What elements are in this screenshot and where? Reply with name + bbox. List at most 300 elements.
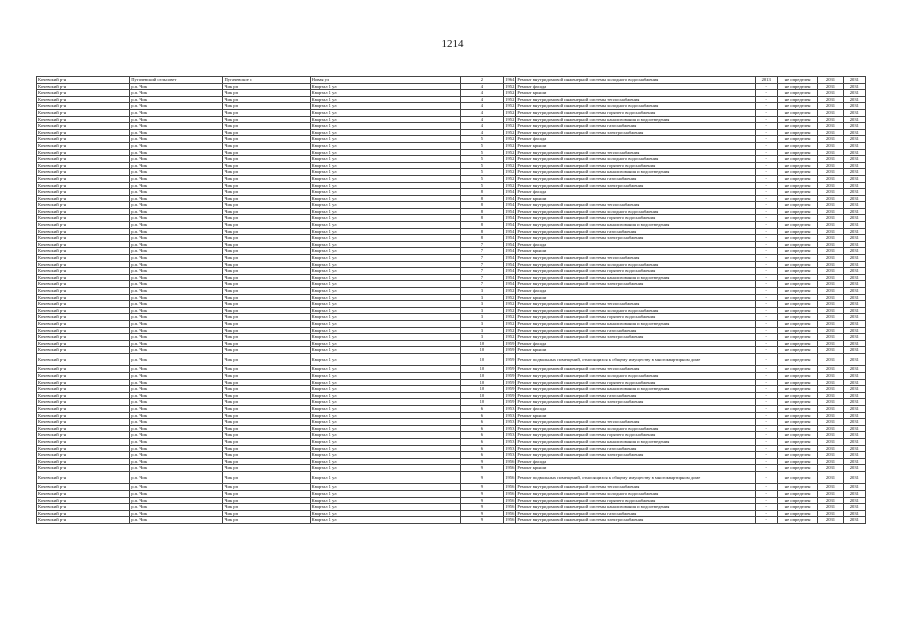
- table-row: [37, 248, 866, 255]
- cell-street: Квартал 1 ул: [310, 103, 460, 110]
- cell-district: Кочевский р-н: [37, 241, 130, 248]
- cell-district: Кочевский р-н: [37, 419, 130, 426]
- cell-cost: не определен: [777, 320, 818, 327]
- cell-cost: не определен: [777, 484, 818, 491]
- cell-to: 2031: [843, 471, 865, 484]
- cell-done: -: [755, 386, 777, 393]
- cell-district: Кочевский р-н: [37, 248, 130, 255]
- cell-settlement: р.п. Чик: [130, 320, 223, 327]
- cell-from: 2031: [818, 228, 843, 235]
- cell-district: Кочевский р-н: [37, 129, 130, 136]
- cell-from: 2031: [818, 484, 843, 491]
- table-row: [37, 386, 866, 393]
- cell-from: 2031: [818, 347, 843, 354]
- cell-work: Ремонт крыши: [516, 294, 755, 301]
- cell-house: 4: [460, 90, 504, 97]
- cell-settlement: р.п. Чик: [130, 334, 223, 341]
- cell-cost: не определен: [777, 274, 818, 281]
- cell-district: Кочевский р-н: [37, 169, 130, 176]
- cell-cost: не определен: [777, 175, 818, 182]
- table-row: [37, 314, 866, 321]
- cell-done: -: [755, 90, 777, 97]
- cell-cost: не определен: [777, 445, 818, 452]
- cell-from: 2031: [818, 195, 843, 202]
- cell-year: 1952: [505, 175, 515, 181]
- cell-done: -: [755, 215, 777, 222]
- table-row: [37, 241, 866, 248]
- cell-settlement: р.п. Чик: [130, 419, 223, 426]
- cell-from: 2031: [818, 465, 843, 472]
- cell-work: Ремонт фасада: [516, 458, 755, 465]
- table-row: [37, 149, 866, 156]
- cell-district: Кочевский р-н: [37, 294, 130, 301]
- cell-street: Квартал 1 ул: [310, 307, 460, 314]
- cell-locality: Чик рп: [223, 452, 310, 459]
- cell-to: 2031: [843, 235, 865, 242]
- cell-settlement: р.п. Чик: [130, 235, 223, 242]
- cell-year: 1952: [505, 109, 515, 115]
- cell-cost: не определен: [777, 255, 818, 262]
- cell-to: 2031: [843, 156, 865, 163]
- table-row: [37, 497, 866, 504]
- cell-settlement: р.п. Чик: [130, 340, 223, 347]
- cell-work: Ремонт фасада: [516, 241, 755, 248]
- cell-from: 2031: [818, 432, 843, 439]
- cell-done: -: [755, 458, 777, 465]
- cell-work: Ремонт внутридомовой инженерной системы горячего водоснабжения: [516, 432, 755, 439]
- cell-locality: Чик рп: [223, 235, 310, 242]
- cell-from: 2031: [818, 438, 843, 445]
- cell-year: 1953: [505, 452, 515, 458]
- cell-cost: не определен: [777, 215, 818, 222]
- cell-done: -: [755, 123, 777, 130]
- cell-settlement: р.п. Чик: [130, 288, 223, 295]
- cell-work: Ремонт внутридомовой инженерной системы электроснабжения: [516, 517, 755, 524]
- cell-district: Кочевский р-н: [37, 136, 130, 143]
- cell-street: Квартал 1 ул: [310, 182, 460, 189]
- cell-house: 7: [460, 255, 504, 262]
- cell-settlement: р.п. Чик: [130, 261, 223, 268]
- cell-district: Кочевский р-н: [37, 156, 130, 163]
- cell-house: 6: [460, 425, 504, 432]
- cell-settlement: р.п. Чик: [130, 452, 223, 459]
- cell-cost: не определен: [777, 347, 818, 354]
- cell-settlement: р.п. Чик: [130, 103, 223, 110]
- cell-from: 2031: [818, 399, 843, 406]
- cell-to: 2031: [843, 465, 865, 472]
- cell-year: 1964: [505, 77, 515, 82]
- cell-work: Ремонт внутридомовой инженерной системы электроснабжения: [516, 235, 755, 242]
- cell-work: Ремонт внутридомовой инженерной системы холодного водоснабжения: [516, 77, 755, 84]
- cell-street: Квартал 1 ул: [310, 379, 460, 386]
- cell-cost: не определен: [777, 373, 818, 380]
- cell-cost: не определен: [777, 241, 818, 248]
- cell-from: 2031: [818, 517, 843, 524]
- cell-locality: Чик рп: [223, 195, 310, 202]
- cell-district: Кочевский р-н: [37, 83, 130, 90]
- cell-to: 2031: [843, 497, 865, 504]
- cell-year: 1952: [505, 314, 515, 320]
- cell-year: 1952: [505, 327, 515, 333]
- cell-year: 1952: [505, 162, 515, 168]
- cell-to: 2031: [843, 419, 865, 426]
- cell-from: 2031: [818, 314, 843, 321]
- cell-street: Квартал 1 ул: [310, 327, 460, 334]
- cell-to: 2031: [843, 215, 865, 222]
- cell-house: 5: [460, 149, 504, 156]
- table-row: [37, 123, 866, 130]
- table-row: [37, 320, 866, 327]
- cell-locality: Чик рп: [223, 281, 310, 288]
- cell-to: 2031: [843, 222, 865, 229]
- cell-to: 2031: [843, 452, 865, 459]
- cell-district: Кочевский р-н: [37, 432, 130, 439]
- cell-locality: Чик рп: [223, 406, 310, 413]
- cell-done: -: [755, 406, 777, 413]
- cell-done: -: [755, 149, 777, 156]
- cell-house: 5: [460, 175, 504, 182]
- register-table: [36, 76, 866, 524]
- cell-street: Квартал 1 ул: [310, 169, 460, 176]
- page-number: 1214: [441, 38, 464, 50]
- cell-cost: не определен: [777, 202, 818, 209]
- cell-settlement: р.п. Чик: [130, 208, 223, 215]
- cell-street: Квартал 1 ул: [310, 208, 460, 215]
- cell-locality: Чик рп: [223, 366, 310, 373]
- cell-settlement: р.п. Чик: [130, 222, 223, 229]
- cell-to: 2031: [843, 445, 865, 452]
- cell-house: 10: [460, 386, 504, 393]
- cell-cost: не определен: [777, 334, 818, 341]
- cell-from: 2031: [818, 281, 843, 288]
- cell-locality: Чик рп: [223, 202, 310, 209]
- cell-house: 9: [460, 465, 504, 472]
- cell-house: 6: [460, 432, 504, 439]
- cell-cost: не определен: [777, 432, 818, 439]
- cell-year: 1952: [505, 156, 515, 162]
- cell-year: 1954: [505, 235, 515, 241]
- cell-to: 2031: [843, 314, 865, 321]
- cell-from: 2031: [818, 189, 843, 196]
- cell-done: -: [755, 268, 777, 275]
- cell-street: Квартал 1 ул: [310, 294, 460, 301]
- cell-done: -: [755, 195, 777, 202]
- cell-done: -: [755, 373, 777, 380]
- cell-done: -: [755, 419, 777, 426]
- cell-house: 10: [460, 373, 504, 380]
- cell-locality: Чик рп: [223, 255, 310, 262]
- cell-year: 1959: [505, 373, 515, 379]
- cell-work: Ремонт внутридомовой инженерной системы канализования и водоотведения: [516, 438, 755, 445]
- cell-from: 2031: [818, 96, 843, 103]
- cell-district: Кочевский р-н: [37, 379, 130, 386]
- cell-house: 3: [460, 314, 504, 321]
- cell-work: Ремонт внутридомовой инженерной системы теплоснабжения: [516, 419, 755, 426]
- cell-from: 2031: [818, 136, 843, 143]
- cell-house: 7: [460, 241, 504, 248]
- cell-street: Квартал 1 ул: [310, 142, 460, 149]
- cell-from: 2031: [818, 142, 843, 149]
- cell-to: 2031: [843, 340, 865, 347]
- cell-settlement: р.п. Чик: [130, 156, 223, 163]
- cell-house: 8: [460, 202, 504, 209]
- cell-done: -: [755, 156, 777, 163]
- cell-from: 2031: [818, 366, 843, 373]
- cell-cost: не определен: [777, 497, 818, 504]
- cell-district: Кочевский р-н: [37, 288, 130, 295]
- cell-cost: не определен: [777, 465, 818, 472]
- cell-year: 1952: [505, 301, 515, 307]
- cell-from: 2031: [818, 406, 843, 413]
- cell-year: 1956: [504, 471, 516, 484]
- cell-year: 1956: [505, 497, 515, 503]
- cell-settlement: р.п. Чик: [130, 458, 223, 465]
- cell-settlement: р.п. Чик: [130, 90, 223, 97]
- cell-street: Квартал 1 ул: [310, 484, 460, 491]
- cell-district: Кочевский р-н: [37, 228, 130, 235]
- cell-year: 1952: [505, 90, 515, 96]
- table-row: [37, 235, 866, 242]
- cell-district: Кочевский р-н: [37, 90, 130, 97]
- table-row: [37, 340, 866, 347]
- table-row: [37, 103, 866, 110]
- table-row: [37, 169, 866, 176]
- cell-cost: не определен: [777, 288, 818, 295]
- cell-street: Квартал 1 ул: [310, 215, 460, 222]
- cell-street: Квартал 1 ул: [310, 116, 460, 123]
- cell-street: Квартал 1 ул: [310, 288, 460, 295]
- cell-to: 2031: [843, 432, 865, 439]
- cell-house: 9: [460, 484, 504, 491]
- cell-street: Квартал 1 ул: [310, 340, 460, 347]
- cell-locality: Чик рп: [223, 96, 310, 103]
- cell-district: Кочевский р-н: [37, 491, 130, 498]
- cell-to: 2031: [843, 510, 865, 517]
- cell-district: Кочевский р-н: [37, 222, 130, 229]
- cell-cost: не определен: [777, 294, 818, 301]
- cell-settlement: р.п. Чик: [130, 241, 223, 248]
- cell-locality: Чик рп: [223, 432, 310, 439]
- cell-street: Квартал 1 ул: [310, 268, 460, 275]
- cell-year: 1954: [505, 222, 515, 228]
- cell-cost: не определен: [777, 109, 818, 116]
- cell-year: 1952: [505, 149, 515, 155]
- cell-done: -: [755, 162, 777, 169]
- table-row: [37, 353, 866, 366]
- cell-street: Квартал 1 ул: [310, 497, 460, 504]
- cell-house: 10: [460, 366, 504, 373]
- cell-from: 2031: [818, 327, 843, 334]
- cell-settlement: р.п. Чик: [130, 123, 223, 130]
- cell-settlement: р.п. Чик: [130, 465, 223, 472]
- cell-year: 1954: [505, 241, 515, 247]
- cell-locality: Чик рп: [223, 241, 310, 248]
- table-row: [37, 83, 866, 90]
- cell-district: Кочевский р-н: [37, 149, 130, 156]
- cell-year: 1954: [505, 261, 515, 267]
- cell-house: 3: [460, 288, 504, 295]
- cell-district: Кочевский р-н: [37, 189, 130, 196]
- cell-cost: не определен: [777, 517, 818, 524]
- cell-work: Ремонт фасада: [516, 83, 755, 90]
- cell-street: Квартал 1 ул: [310, 83, 460, 90]
- cell-settlement: р.п. Чик: [130, 497, 223, 504]
- cell-district: Кочевский р-н: [37, 96, 130, 103]
- cell-year: 1954: [505, 281, 515, 287]
- cell-work: Ремонт внутридомовой инженерной системы холодного водоснабжения: [516, 103, 755, 110]
- table-row: [37, 366, 866, 373]
- table-row: [37, 215, 866, 222]
- cell-district: Кочевский р-н: [37, 412, 130, 419]
- cell-cost: не определен: [777, 195, 818, 202]
- cell-house: 9: [460, 517, 504, 524]
- cell-cost: не определен: [777, 471, 818, 484]
- cell-done: -: [755, 445, 777, 452]
- cell-from: 2031: [818, 301, 843, 308]
- cell-street: Квартал 1 ул: [310, 255, 460, 262]
- table-row: [37, 261, 866, 268]
- cell-year: 1953: [505, 432, 515, 438]
- cell-street: Квартал 1 ул: [310, 156, 460, 163]
- cell-district: Кочевский р-н: [37, 347, 130, 354]
- table-row: [37, 471, 866, 484]
- cell-to: 2031: [843, 288, 865, 295]
- cell-settlement: р.п. Чик: [130, 83, 223, 90]
- cell-settlement: р.п. Чик: [130, 149, 223, 156]
- cell-work: Ремонт фасада: [516, 136, 755, 143]
- cell-locality: Чик рп: [223, 379, 310, 386]
- cell-done: -: [755, 392, 777, 399]
- cell-work: Ремонт внутридомовой инженерной системы теплоснабжения: [516, 255, 755, 262]
- cell-district: Кочевский р-н: [37, 182, 130, 189]
- cell-district: Кочевский р-н: [37, 458, 130, 465]
- cell-settlement: р.п. Чик: [130, 307, 223, 314]
- cell-from: 2031: [818, 340, 843, 347]
- table-row: [37, 425, 866, 432]
- cell-settlement: р.п. Чик: [130, 327, 223, 334]
- cell-work: Ремонт внутридомовой инженерной системы горячего водоснабжения: [516, 162, 755, 169]
- cell-district: Кочевский р-н: [37, 215, 130, 222]
- cell-settlement: р.п. Чик: [130, 399, 223, 406]
- cell-from: 2031: [818, 235, 843, 242]
- cell-to: 2031: [843, 129, 865, 136]
- cell-locality: Чик рп: [223, 334, 310, 341]
- cell-house: 9: [460, 504, 504, 511]
- cell-house: 5: [460, 169, 504, 176]
- cell-work: Ремонт внутридомовой инженерной системы канализования и водоотведения: [516, 504, 755, 511]
- cell-street: Квартал 1 ул: [310, 129, 460, 136]
- cell-to: 2031: [843, 334, 865, 341]
- cell-to: 2031: [843, 182, 865, 189]
- cell-year: 1956: [505, 504, 515, 510]
- cell-to: 2031: [843, 96, 865, 103]
- cell-year: 1952: [505, 334, 515, 340]
- cell-work: Ремонт внутридомовой инженерной системы газоснабжения: [516, 510, 755, 517]
- cell-to: 2031: [843, 458, 865, 465]
- cell-district: Кочевский р-н: [37, 109, 130, 116]
- cell-work: Ремонт внутридомовой инженерной системы электроснабжения: [516, 452, 755, 459]
- cell-settlement: р.п. Чик: [130, 136, 223, 143]
- cell-done: -: [755, 182, 777, 189]
- cell-street: Квартал 1 ул: [310, 248, 460, 255]
- cell-work: Ремонт внутридомовой инженерной системы теплоснабжения: [516, 202, 755, 209]
- cell-locality: Чик рп: [223, 504, 310, 511]
- table-row: [37, 504, 866, 511]
- cell-year: 1956: [505, 491, 515, 497]
- cell-street: Квартал 1 ул: [310, 202, 460, 209]
- table-row: [37, 458, 866, 465]
- cell-house: 3: [460, 327, 504, 334]
- cell-street: Квартал 1 ул: [310, 471, 460, 484]
- cell-settlement: р.п. Чик: [130, 425, 223, 432]
- cell-from: 2031: [818, 510, 843, 517]
- cell-house: 10: [460, 353, 504, 366]
- cell-locality: Чик рп: [223, 222, 310, 229]
- cell-street: Квартал 1 ул: [310, 425, 460, 432]
- cell-work: Ремонт внутридомовой инженерной системы горячего водоснабжения: [516, 109, 755, 116]
- cell-settlement: р.п. Чик: [130, 510, 223, 517]
- cell-locality: Чик рп: [223, 248, 310, 255]
- table-row: [37, 255, 866, 262]
- cell-work: Ремонт фасада: [516, 340, 755, 347]
- cell-work: Ремонт внутридомовой инженерной системы электроснабжения: [516, 129, 755, 136]
- cell-done: -: [755, 340, 777, 347]
- cell-from: 2031: [818, 255, 843, 262]
- cell-locality: Чик рп: [223, 438, 310, 445]
- table-row: [37, 96, 866, 103]
- cell-work: Ремонт внутридомовой инженерной системы холодного водоснабжения: [516, 307, 755, 314]
- cell-cost: не определен: [777, 142, 818, 149]
- cell-house: 3: [460, 301, 504, 308]
- cell-to: 2031: [843, 109, 865, 116]
- cell-locality: Чик рп: [223, 347, 310, 354]
- cell-locality: Чик рп: [223, 129, 310, 136]
- cell-locality: Чик рп: [223, 182, 310, 189]
- cell-cost: не определен: [777, 366, 818, 373]
- cell-work: Ремонт внутридомовой инженерной системы теплоснабжения: [516, 96, 755, 103]
- cell-done: -: [755, 399, 777, 406]
- cell-district: Кочевский р-н: [37, 406, 130, 413]
- cell-cost: не определен: [777, 123, 818, 130]
- cell-year: 1952: [505, 83, 515, 89]
- cell-street: Квартал 1 ул: [310, 373, 460, 380]
- cell-done: -: [755, 136, 777, 143]
- cell-street: Квартал 1 ул: [310, 334, 460, 341]
- cell-done: -: [755, 379, 777, 386]
- cell-district: Кочевский р-н: [37, 314, 130, 321]
- cell-to: 2031: [843, 281, 865, 288]
- cell-to: 2031: [843, 327, 865, 334]
- table-row: [37, 90, 866, 97]
- cell-street: Квартал 1 ул: [310, 347, 460, 354]
- cell-from: 2031: [818, 268, 843, 275]
- cell-house: 9: [460, 491, 504, 498]
- cell-locality: Чик рп: [223, 510, 310, 517]
- cell-from: 2031: [818, 123, 843, 130]
- cell-house: 5: [460, 182, 504, 189]
- cell-from: 2031: [818, 504, 843, 511]
- table-row: [37, 465, 866, 472]
- cell-year: 1959: [505, 347, 515, 353]
- cell-done: -: [755, 438, 777, 445]
- cell-house: 6: [460, 419, 504, 426]
- cell-house: 8: [460, 189, 504, 196]
- table-row: [37, 274, 866, 281]
- cell-work: Ремонт внутридомовой инженерной системы холодного водоснабжения: [516, 208, 755, 215]
- cell-cost: не определен: [777, 169, 818, 176]
- cell-settlement: р.п. Чик: [130, 392, 223, 399]
- table-row: [37, 327, 866, 334]
